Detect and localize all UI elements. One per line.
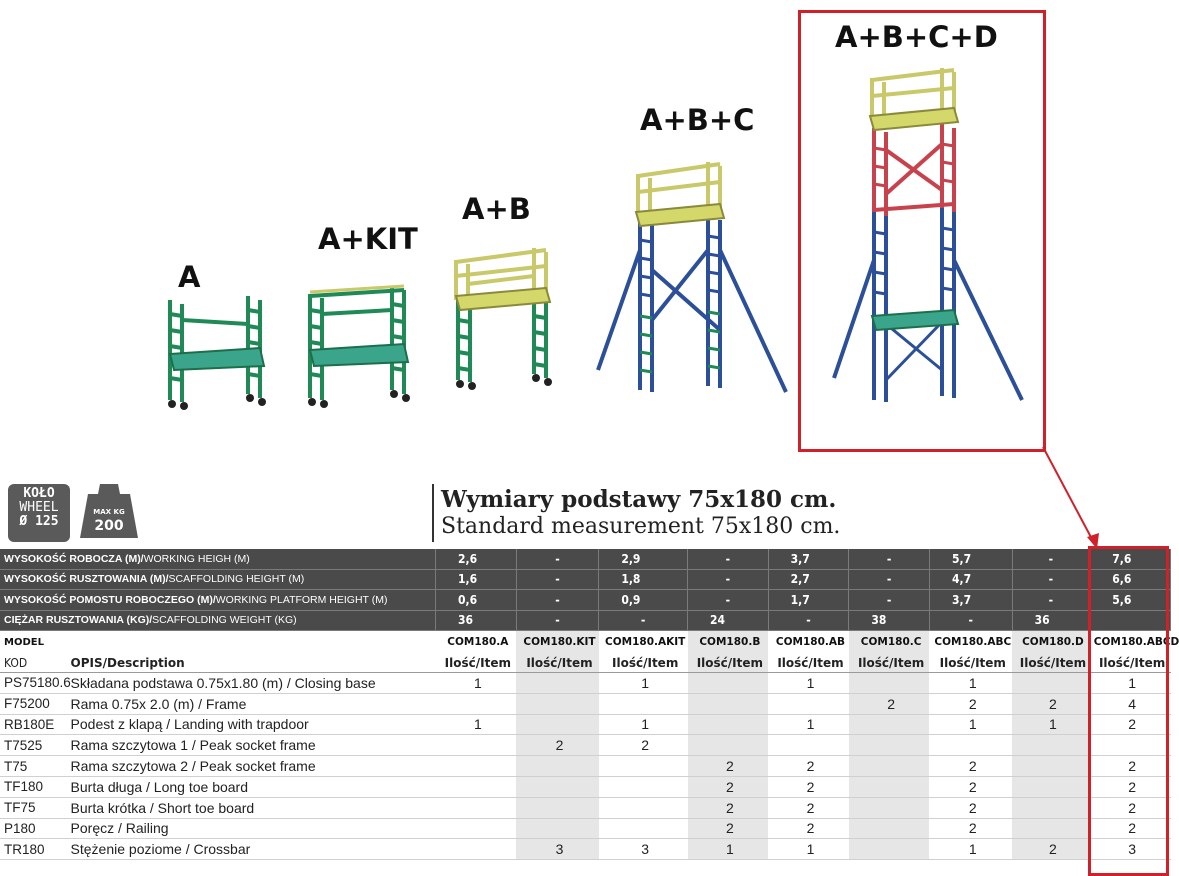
item-quantity	[599, 776, 688, 797]
wheel-badge-line1: KOŁO	[23, 486, 55, 501]
item-description	[67, 714, 436, 735]
item-quantity	[849, 797, 930, 818]
heading-divider	[432, 484, 434, 542]
item-quantity: 2	[768, 818, 849, 839]
spec-row-label-en: SCAFFOLDING WEIGHT (KG)	[152, 614, 297, 627]
description-header: OPIS/Description	[67, 653, 436, 673]
weight-badge-line1: MAX KG	[93, 508, 125, 516]
item-description	[67, 818, 436, 839]
spec-value: -	[849, 569, 930, 590]
spec-value: 5,7	[929, 549, 1012, 569]
item-quantity	[849, 839, 930, 860]
item-quantity: 2	[1090, 756, 1171, 777]
item-quantity: 1	[599, 714, 688, 735]
quantity-header: Ilość/Item	[849, 653, 930, 673]
item-quantity	[516, 776, 599, 797]
item-quantity: 2	[929, 693, 1012, 714]
item-quantity: 2	[1012, 839, 1090, 860]
spec-value: -	[516, 549, 599, 569]
item-quantity	[1012, 673, 1090, 694]
item-code: RB180E	[0, 714, 67, 735]
item-description-en: / Short toe board	[146, 799, 255, 816]
scaffold-a-kit-illustration	[300, 280, 420, 410]
item-quantity	[1012, 797, 1090, 818]
model-code: COM180.A	[447, 636, 509, 648]
item-quantity: 2	[688, 776, 769, 797]
item-quantity	[1012, 818, 1090, 839]
model-header-row	[0, 631, 1171, 654]
item-code: TF75	[0, 797, 67, 818]
spec-value: -	[516, 610, 599, 631]
spec-row	[0, 549, 1171, 569]
item-quantity: 2	[929, 797, 1012, 818]
spec-row-label-pl: WYSOKOŚĆ POMOSTU ROBOCZEGO (M)/	[4, 593, 216, 606]
item-description	[67, 693, 436, 714]
highlight-box-a-b-c-d	[798, 10, 1046, 452]
item-description-pl: Burta długa	[70, 778, 143, 795]
item-quantity	[849, 756, 930, 777]
item-quantity	[436, 735, 517, 756]
table-row	[0, 714, 1171, 735]
spec-value: -	[849, 590, 930, 611]
item-quantity	[849, 776, 930, 797]
spec-value: -	[929, 610, 1012, 631]
model-code: COM180.C	[849, 631, 930, 654]
item-quantity	[516, 797, 599, 818]
item-quantity: 2	[929, 756, 1012, 777]
item-quantity	[688, 735, 769, 756]
spec-value: 2,6	[436, 549, 517, 569]
item-quantity: 1	[436, 714, 517, 735]
item-code: F75200	[0, 693, 67, 714]
item-quantity: 1	[929, 714, 1012, 735]
item-quantity: 2	[688, 756, 769, 777]
item-quantity: 2	[929, 818, 1012, 839]
item-description-pl: Stężenie poziome	[70, 841, 182, 858]
spec-value: 5,6	[1090, 590, 1171, 611]
item-quantity	[516, 693, 599, 714]
spec-value: 1,6	[436, 569, 517, 590]
spec-value: 4,7	[929, 569, 1012, 590]
item-quantity	[516, 818, 599, 839]
spec-value: 6,6	[1090, 569, 1171, 590]
item-description-en: / Railing	[114, 820, 169, 837]
base-dimensions-title: Wymiary podstawy 75x180 cm.	[441, 486, 837, 513]
model-code: COM180.AB	[775, 636, 846, 648]
table-row	[0, 839, 1171, 860]
item-description	[67, 839, 436, 860]
spec-value: -	[1012, 590, 1090, 611]
item-code: T75	[0, 756, 67, 777]
config-label-a-b: A+B	[462, 192, 531, 226]
item-quantity: 2	[1090, 714, 1171, 735]
spec-row-label-en: WORKING PLATFORM HEIGHT (M)	[215, 593, 388, 606]
item-description-pl: Podest z klapą	[70, 716, 163, 733]
item-description-pl: Rama szczytowa 1	[70, 737, 189, 754]
item-quantity	[1012, 756, 1090, 777]
spec-value: -	[1012, 549, 1090, 569]
table-row	[0, 673, 1171, 694]
quantity-header: Ilość/Item	[599, 653, 688, 673]
item-quantity: 1	[688, 839, 769, 860]
table-row	[0, 735, 1171, 756]
item-quantity	[1012, 735, 1090, 756]
item-quantity: 2	[1090, 797, 1171, 818]
item-quantity	[516, 714, 599, 735]
table-row	[0, 693, 1171, 714]
item-description-pl: Burta krótka	[70, 799, 147, 816]
config-label-a-b-c-d: A+B+C+D	[835, 20, 998, 54]
item-quantity	[599, 693, 688, 714]
item-quantity: 1	[436, 673, 517, 694]
item-description	[67, 735, 436, 756]
spec-value: -	[599, 610, 688, 631]
spec-value: 3,7	[768, 549, 849, 569]
spec-value: 1,7	[768, 590, 849, 611]
spec-row	[0, 610, 1171, 631]
spec-row-label-pl: WYSOKOŚĆ RUSZTOWANIA (M)/	[4, 573, 169, 586]
item-quantity: 2	[768, 797, 849, 818]
model-code: COM180.B	[688, 631, 769, 654]
item-description-pl: Poręcz	[70, 820, 115, 837]
item-description	[67, 756, 436, 777]
spec-value: 2,9	[599, 549, 688, 569]
scaffold-a-illustration	[160, 290, 280, 410]
item-quantity: 2	[1090, 776, 1171, 797]
item-quantity: 2	[688, 797, 769, 818]
item-quantity: 1	[768, 839, 849, 860]
item-quantity: 2	[849, 693, 930, 714]
weight-badge-line2: 200	[94, 518, 124, 534]
spec-value: 0,9	[599, 590, 688, 611]
item-quantity: 1	[1012, 714, 1090, 735]
item-quantity	[849, 818, 930, 839]
item-description-en: / Peak socket frame	[188, 737, 316, 754]
table-row	[0, 797, 1171, 818]
model-code: COM180.AKIT	[605, 636, 686, 648]
item-quantity: 4	[1090, 693, 1171, 714]
model-code: COM180.ABCD	[1093, 636, 1179, 648]
spec-value: -	[1012, 569, 1090, 590]
spec-row-label	[0, 569, 436, 590]
item-quantity: 3	[1090, 839, 1171, 860]
model-code: COM180.ABC	[934, 636, 1012, 648]
item-quantity	[849, 735, 930, 756]
item-quantity	[599, 818, 688, 839]
item-quantity	[768, 693, 849, 714]
scaffold-a-b-illustration	[448, 240, 558, 390]
spec-row	[0, 590, 1171, 611]
item-description-pl: Rama szczytowa 2	[70, 758, 189, 775]
wheel-badge-line3: Ø 125	[19, 514, 59, 529]
item-quantity: 1	[1090, 673, 1171, 694]
spec-row-label	[0, 549, 436, 569]
item-code: P180	[0, 818, 67, 839]
item-quantity	[688, 714, 769, 735]
spec-value: -	[688, 569, 769, 590]
item-description-en: / Crossbar	[181, 841, 251, 858]
item-quantity: 2	[599, 735, 688, 756]
item-quantity: 2	[768, 776, 849, 797]
config-label-a-kit: A+KIT	[318, 222, 418, 256]
item-description	[67, 673, 436, 694]
quantity-header: Ilość/Item	[1012, 653, 1090, 673]
item-quantity	[436, 756, 517, 777]
table-row	[0, 818, 1171, 839]
item-quantity: 1	[929, 673, 1012, 694]
item-quantity: 1	[768, 714, 849, 735]
spec-table	[0, 549, 1179, 860]
item-quantity: 1	[768, 673, 849, 694]
quantity-header: Ilość/Item	[768, 653, 849, 673]
item-description-en: / Landing with trapdoor	[162, 716, 309, 733]
item-description-en: / Closing base	[283, 674, 376, 691]
spec-row-label-en: WORKING HEIGH (M)	[143, 552, 250, 565]
item-quantity	[849, 673, 930, 694]
spec-value: 36	[1012, 610, 1090, 631]
item-quantity: 2	[1012, 693, 1090, 714]
model-code: COM180.D	[1012, 631, 1090, 654]
base-dimensions-subtitle: Standard measurement 75x180 cm.	[441, 514, 841, 539]
spec-value: 24	[688, 610, 769, 631]
model-code: COM180.KIT	[516, 631, 599, 654]
item-quantity: 2	[516, 735, 599, 756]
item-quantity	[1012, 776, 1090, 797]
item-quantity: 2	[688, 818, 769, 839]
spec-value: -	[849, 549, 930, 569]
item-description-pl: Rama 0.75x 2.0 (m)	[70, 695, 195, 712]
item-description	[67, 776, 436, 797]
config-label-a-b-c: A+B+C	[640, 103, 755, 137]
spec-value: 36	[436, 610, 517, 631]
quantity-header: Ilość/Item	[516, 653, 599, 673]
item-quantity	[516, 756, 599, 777]
spec-value: -	[516, 590, 599, 611]
item-description-en: / Long toe board	[142, 778, 249, 795]
item-quantity: 3	[516, 839, 599, 860]
quantity-header: Ilość/Item	[688, 653, 769, 673]
spec-value: -	[688, 590, 769, 611]
item-quantity	[599, 797, 688, 818]
column-header-row	[0, 653, 1171, 673]
item-code: TR180	[0, 839, 67, 860]
spec-value: 7,6	[1090, 549, 1171, 569]
item-quantity	[688, 673, 769, 694]
item-quantity: 2	[768, 756, 849, 777]
item-description	[67, 797, 436, 818]
kod-header: KOD	[0, 653, 67, 673]
spec-row-label	[0, 590, 436, 611]
item-description-en: / Frame	[194, 695, 247, 712]
item-quantity	[436, 839, 517, 860]
quantity-header: Ilość/Item	[929, 653, 1012, 673]
item-quantity	[516, 673, 599, 694]
spec-value: -	[688, 549, 769, 569]
spec-row-label	[0, 610, 436, 631]
spec-value: -	[768, 610, 849, 631]
item-quantity	[599, 756, 688, 777]
item-code: TF180	[0, 776, 67, 797]
spec-value: 0,6	[436, 590, 517, 611]
item-quantity	[768, 735, 849, 756]
wheel-badge	[8, 484, 70, 542]
item-quantity: 3	[599, 839, 688, 860]
wheel-badge-line2: WHEEL	[19, 500, 59, 515]
item-quantity: 1	[599, 673, 688, 694]
table-row	[0, 756, 1171, 777]
spec-row-label-pl: WYSOKOŚĆ ROBOCZA (M)/	[4, 552, 144, 565]
config-label-a: A	[178, 260, 201, 294]
item-quantity: 1	[929, 839, 1012, 860]
item-quantity	[849, 714, 930, 735]
item-code: PS75180.6	[0, 673, 67, 694]
item-quantity	[436, 693, 517, 714]
spec-row	[0, 569, 1171, 590]
spec-value: 38	[849, 610, 930, 631]
item-code: T7525	[0, 735, 67, 756]
item-quantity	[929, 735, 1012, 756]
quantity-header: Ilość/Item	[436, 653, 517, 673]
model-label: MODEL	[4, 636, 44, 648]
highlight-column-abcd	[1088, 546, 1179, 876]
spec-value: -	[516, 569, 599, 590]
table-row	[0, 776, 1171, 797]
spec-value: 1,8	[599, 569, 688, 590]
item-quantity	[688, 693, 769, 714]
item-quantity: 2	[1090, 818, 1171, 839]
spec-row-label-en: SCAFFOLDING HEIGHT (M)	[168, 573, 305, 586]
spec-value: 2,7	[768, 569, 849, 590]
scaffold-a-b-c-illustration	[590, 150, 790, 400]
quantity-header: Ilość/Item	[1090, 653, 1171, 673]
spec-value: 3,7	[929, 590, 1012, 611]
item-quantity	[436, 776, 517, 797]
item-quantity	[436, 818, 517, 839]
item-quantity	[436, 797, 517, 818]
spec-row-label-pl: CIĘŻAR RUSZTOWANIA (KG)/	[4, 614, 153, 627]
item-description-pl: Składana podstawa 0.75x1.80 (m)	[70, 674, 283, 691]
item-quantity: 2	[929, 776, 1012, 797]
highlight-arrow	[1035, 445, 1115, 555]
item-description-en: / Peak socket frame	[188, 758, 316, 775]
